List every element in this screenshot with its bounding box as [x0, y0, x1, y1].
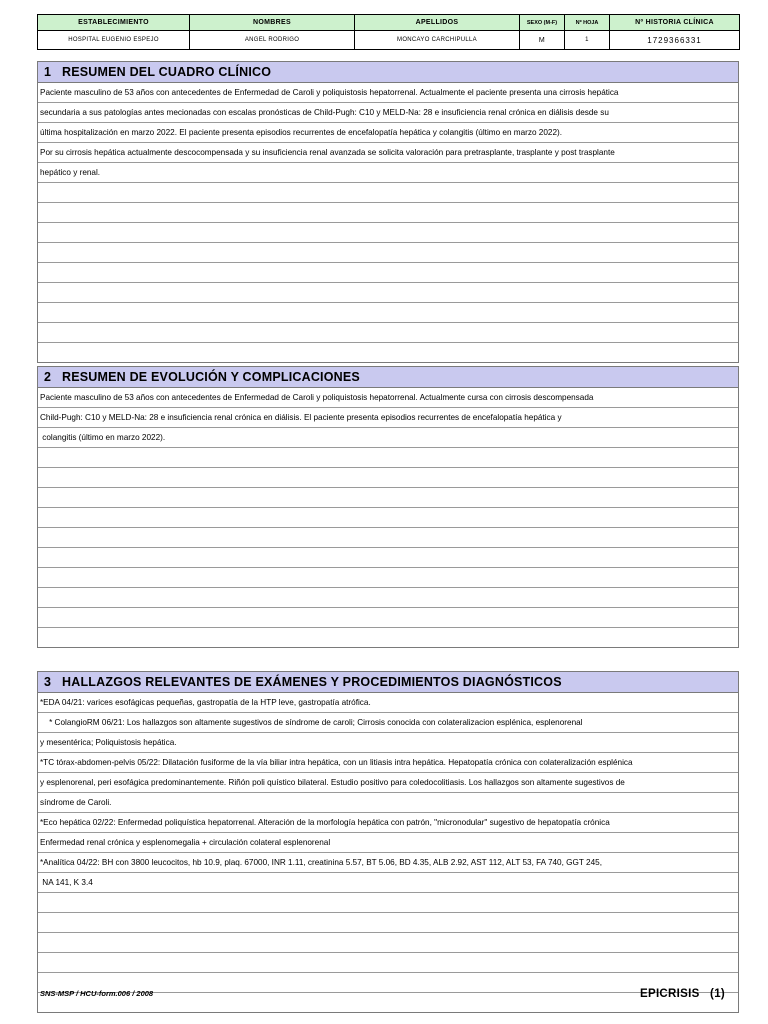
text-line [38, 548, 738, 568]
section-hallazgos [37, 671, 739, 1013]
hoja-value: 1 [565, 31, 610, 50]
text-line [38, 588, 738, 608]
nombres-value: ANGEL RODRIGO [190, 31, 355, 50]
section-title [38, 62, 738, 83]
apellidos-label: APELLIDOS [355, 15, 520, 31]
text-line [38, 568, 738, 588]
text-line: *TC tórax-abdomen-pelvis 05/22: Dilatación fusiforme de la vía biliar intra hepática, con un litiasis intra hepática. Hepatopatía crónica con colateralización esplénica [38, 753, 738, 773]
sexo-value: M [520, 31, 565, 50]
establecimiento-label: ESTABLECIMIENTO [38, 15, 190, 31]
text-line: Enfermedad renal crónica y esplenomegalia + circulación colateral esplenorenal [38, 833, 738, 853]
section-title [38, 367, 738, 388]
section-number: 2 [44, 370, 52, 384]
text-line [38, 323, 738, 343]
form-code: SNS-MSP / HCU-form.006 / 2008 [40, 989, 154, 998]
text-line [38, 488, 738, 508]
text-line: hepático y renal. [38, 163, 738, 183]
section-number: 3 [44, 675, 52, 689]
section-number: 1 [44, 65, 52, 79]
text-line: y mesentérica; Poliquistosis hepática. [38, 733, 738, 753]
text-line: *Analítica 04/22: BH con 3800 leucocitos, hb 10.9, plaq. 67000, INR 1.11, creatinina 5.57, BT 5.06, BD 4.35, ALB 2.92, AST 112, ALT 53, FA 740, GGT 245, [38, 853, 738, 873]
section-title-text: RESUMEN DEL CUADRO CLÍNICO [62, 65, 272, 79]
historia-label: Nº HISTORIA CLÍNICA [610, 15, 740, 31]
sexo-label: SEXO (M-F) [520, 15, 565, 31]
text-line: Child-Pugh: C10 y MELD-Na: 28 e insuficiencia renal crónica en diálisis. El paciente presenta episodios recurrentes de encefalopatía hepática y [38, 408, 738, 428]
text-line: Por su cirrosis hepática actualmente descocompensada y su insuficiencia renal avanzada se solicita valoración para pretrasplante, trasplante y post trasplante [38, 143, 738, 163]
text-line [38, 953, 738, 973]
text-line: última hospitalización en marzo 2022. El paciente presenta episodios recurrentes de encefalopatía hepática y colangitis (último en marzo 2022). [38, 123, 738, 143]
text-line: Paciente masculino de 53 años con antecedentes de Enfermedad de Caroli y poliquistosis hepatorrenal. Actualmente cursa con cirrosis descompensada [38, 388, 738, 408]
text-line [38, 183, 738, 203]
text-line: y esplenorenal, peri esofágica predominantemente. Riñón poli quístico bilateral. Estudio positivo para coledocolitiasis. Los hallazgos son altamente sugestivos de [38, 773, 738, 793]
text-line [38, 263, 738, 283]
text-line [38, 893, 738, 913]
patient-header-table [37, 14, 740, 50]
establecimiento-value: HOSPITAL EUGENIO ESPEJO [38, 31, 190, 50]
text-line: *EDA 04/21: varices esofágicas pequeñas, gastropatía de la HTP leve, gastropatía atrófica. [38, 693, 738, 713]
historia-value: 1729366331 [610, 31, 740, 50]
text-line [38, 283, 738, 303]
text-line: NA 141, K 3.4 [38, 873, 738, 893]
text-line [38, 448, 738, 468]
text-line: colangitis (último en marzo 2022). [38, 428, 738, 448]
section-evolucion [37, 366, 739, 648]
section-title [38, 672, 738, 693]
apellidos-value: MONCAYO CARCHIPULLA [355, 31, 520, 50]
text-line: Paciente masculino de 53 años con antecedentes de Enfermedad de Caroli y poliquistosis hepatorrenal. Actualmente el paciente presenta una cirrosis hepática [38, 83, 738, 103]
text-line [38, 243, 738, 263]
text-line: secundaria a sus patologías antes mecionadas con escalas pronósticas de Child-Pugh: C10 y MELD-Na: 28 e insuficiencia renal crónica en diálisis desde su [38, 103, 738, 123]
section-cuadro-clinico [37, 61, 739, 363]
text-line [38, 508, 738, 528]
text-line: *Eco hepática 02/22: Enfermedad poliquística hepatorrenal. Alteración de la morfología hepática con patrón, "micronodular" sugestivo de hepatopatía crónica [38, 813, 738, 833]
text-line [38, 913, 738, 933]
hoja-label: Nº HOJA [565, 15, 610, 31]
text-line [38, 223, 738, 243]
section-title-text: RESUMEN DE EVOLUCIÓN Y COMPLICACIONES [62, 370, 360, 384]
text-line [38, 303, 738, 323]
text-line [38, 933, 738, 953]
form-name: EPICRISIS (1) [640, 988, 726, 1000]
nombres-label: NOMBRES [190, 15, 355, 31]
text-line [38, 343, 738, 362]
text-line: síndrome de Caroli. [38, 793, 738, 813]
text-line [38, 628, 738, 647]
text-line: * ColangioRM 06/21: Los hallazgos son altamente sugestivos de síndrome de caroli; Cirrosis conocida con colateralizacion esplénica, esplenorenal [38, 713, 738, 733]
text-line [38, 203, 738, 223]
text-line [38, 528, 738, 548]
text-line [38, 608, 738, 628]
text-line [38, 468, 738, 488]
section-title-text: HALLAZGOS RELEVANTES DE EXÁMENES Y PROCEDIMIENTOS DIAGNÓSTICOS [62, 675, 562, 689]
